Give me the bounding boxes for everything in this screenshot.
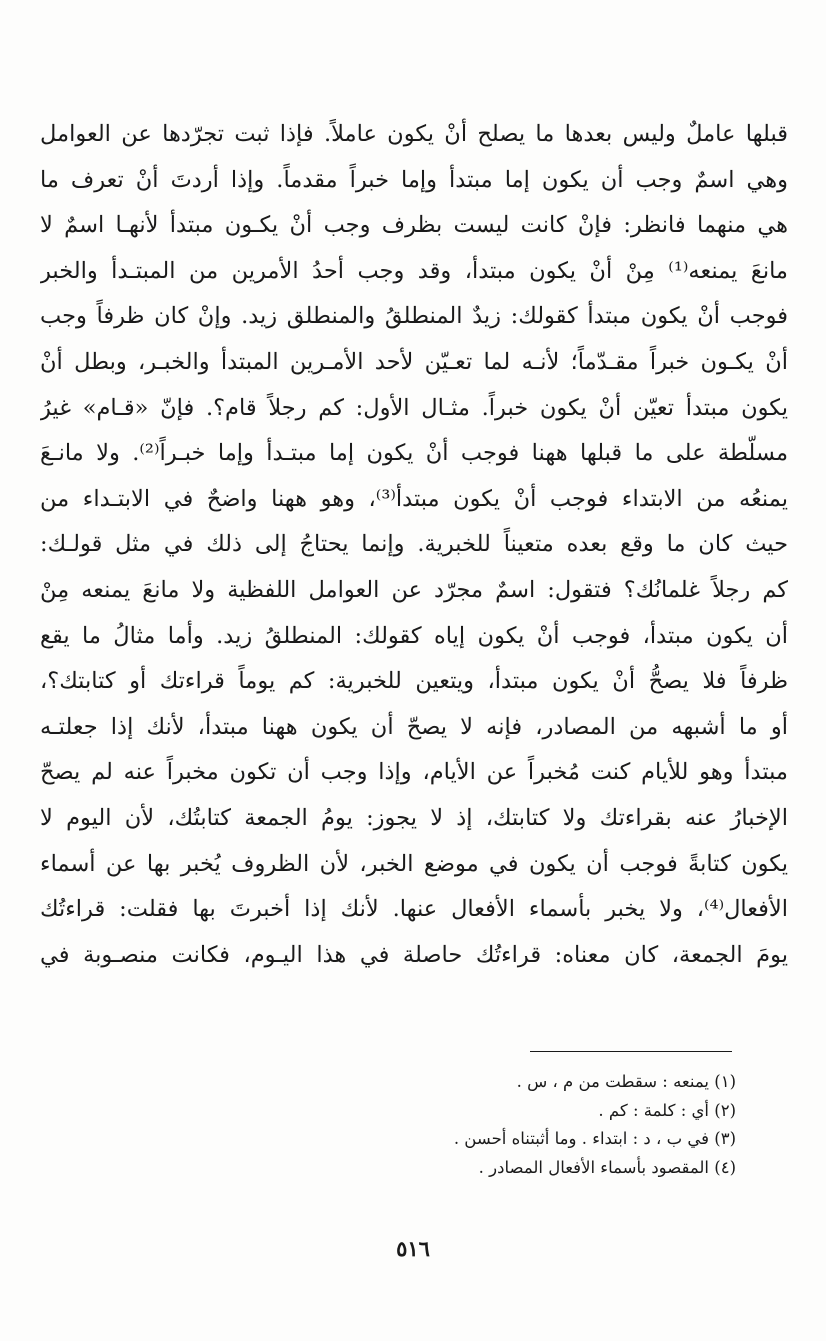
text-line: أن يكون مبتدأ، فوجب أنْ يكون إياه كقولك: المنطلقُ زيد. وأما مثالُ ما يقع (40, 622, 788, 649)
text-line: كم رجلاً غلمانُك؟ فتقول: اسمٌ مجرّد عن العوامل اللفظية ولا مانعَ يمنعه مِنْ (40, 576, 788, 603)
text-line: الإخبارُ عنه بقراءتك ولا كتابتك، إذ لا يجوز: يومُ الجمعة كتابتُك، لأن اليوم لا (40, 804, 788, 831)
text-line: مانعَ يمنعه⁽¹⁾ مِنْ أنْ يكون مبتدأ، وقد وجب أحدُ الأمرين من المبتـدأ والخبر (40, 257, 788, 284)
footnote-item: (١) يمنعه : سقطت من م ، س . (516, 1072, 736, 1091)
footnote-divider (530, 1051, 732, 1052)
footnote-item: (٣) في ب ، د : ابتداء . وما أثبتناه أحسن . (453, 1129, 736, 1148)
text-line: أو ما أشبهه من المصادر، فإنه لا يصحّ أن يكون ههنا مبتدأ، لأنك إذا جعلتـه (40, 713, 788, 740)
text-line: ظرفاً فلا يصحُّ أنْ يكون مبتدأ، ويتعين للخبرية: كم يوماً قراءتك أو كتابتك؟، (40, 668, 788, 695)
text-line: فوجب أنْ يكون مبتدأ كقولك: زيدٌ المنطلقُ والمنطلق زيد. وإنْ كان ظرفاً وجب (40, 303, 788, 330)
footnotes (454, 1068, 736, 1182)
text-line: يمنعُه من الابتداء فوجب أنْ يكون مبتدأ⁽³⁾، وهو ههنا واضحٌ في الابتـداء من (40, 485, 788, 512)
text-line: هي منهما فانظر: فإنْ كانت ليست بظرف وجب أنْ يكـون مبتدأ لأنهـا اسمٌ لا (40, 212, 788, 239)
text-line: يومَ الجمعة، كان معناه: قراءتُك حاصلة في هذا اليـوم، فكانت منصـوبة في (40, 941, 788, 968)
footnote-item: (٤) المقصود بأسماء الأفعال المصادر . (478, 1157, 736, 1177)
text-line: قبلها عاملٌ وليس بعدها ما يصلح أنْ يكون عاملاً. فإذا ثبت تجرّدها عن العوامل (40, 121, 788, 147)
text-line: مبتدأ وهو للأيام كنت مُخبراً عن الأيام، وإذا وجب أن تكون مخبراً عنه لم يصحّ (40, 759, 788, 786)
text-line: مسلّطة على ما قبلها ههنا فوجب أنْ يكون إما مبتـدأ وإما خبـراً⁽²⁾. ولا مانـعَ (40, 440, 788, 467)
text-line: يكون كتابةً فوجب أن يكون في موضع الخبر، لأن الظروف يُخبر بها عن أسماء (40, 850, 788, 877)
text-line: حيث كان ما وقع بعده متعيناً للخبرية. وإنما يحتاجُ إلى ذلك في مثل قولـك: (40, 531, 788, 558)
text-line: يكون مبتدأ تعيّن أنْ يكون خبراً. مثـال الأول: كم رجلاً قام؟. فإنّ «قـام» غيرُ (40, 394, 788, 421)
text-line: أنْ يكـون خبراً مقـدّماً؛ لأنـه لما تعـيّن لأحد الأمـرين المبتدأ والخبـر، وبطل أنْ (40, 348, 788, 375)
footnote-item: (٢) أي : كلمة : كم . (598, 1100, 736, 1120)
text-line: وهي اسمٌ وجب أن يكون إما مبتدأ وإما خبراً مقدماً. وإذا أردتَ أنْ تعرف ما (40, 166, 788, 193)
page-number: ٥١٦ (396, 1236, 430, 1261)
main-text (40, 112, 788, 978)
text-line: الأفعال⁽⁴⁾، ولا يخبر بأسماء الأفعال عنها. لأنك إذا أخبرتَ بها فقلت: قراءتُك (40, 896, 788, 923)
